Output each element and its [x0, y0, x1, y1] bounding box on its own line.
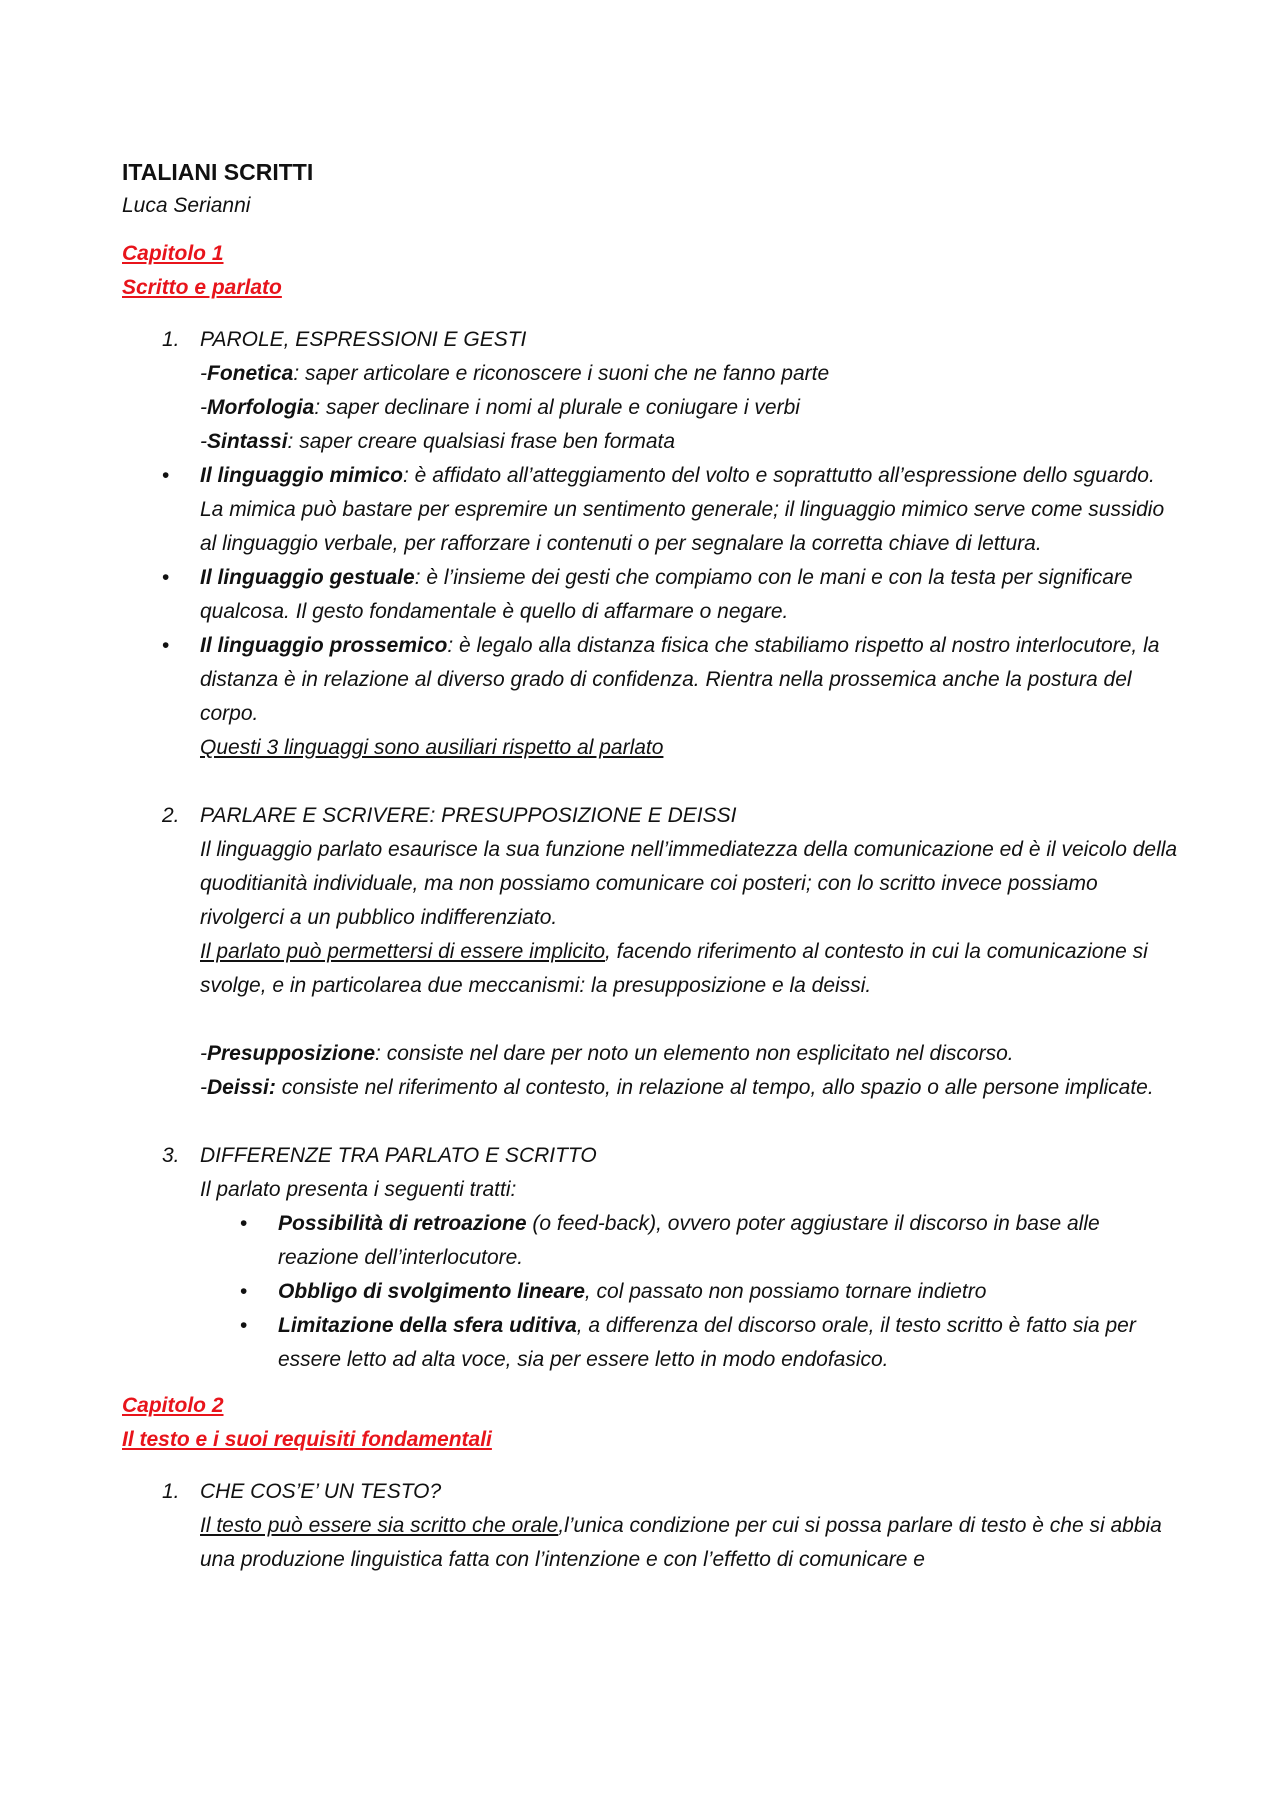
bullet-icon: • [162, 634, 170, 657]
section-2-1 [122, 1475, 1182, 1577]
bullet-icon: • [162, 464, 170, 487]
paragraph: Il parlato può permettersi di essere implicito, facendo riferimento al contesto in cui la comunicazione si svolge, e in particolarea due meccanismi: la presupposizione e la deissi. [200, 940, 1148, 997]
bullet-linguaggio-prossemico: • Il linguaggio prossemico: è legalo alla distanza fisica che stabiliamo rispetto al nostro interlocutore, la distanza è in relazione al diverso grado di confidenza. Rientra nella prossemica anche la postura del corpo. Questi 3 linguaggi sono ausiliari rispetto al parlato [122, 629, 1182, 765]
bullet-icon: • [240, 1280, 248, 1303]
section-1-2 [122, 799, 1182, 1105]
paragraph: Il parlato presenta i seguenti tratti: [200, 1178, 517, 1201]
paragraph: Il testo può essere sia scritto che orale,l’unica condizione per cui si possa parlare di testo è che si abbia una produzione linguistica fatta con l’intenzione e con l’effetto di comunicare e [200, 1514, 1162, 1571]
definition-presupposizione: -Presupposizione: consiste nel dare per noto un elemento non esplicitato nel discorso. [200, 1042, 1014, 1065]
section-1-3 [122, 1139, 1182, 1377]
section-number: 2. [162, 804, 180, 827]
definition-deissi: -Deissi: consiste nel riferimento al contesto, in relazione al tempo, allo spazio o alle persone implicate. [200, 1076, 1154, 1099]
bullet-linguaggio-mimico: • Il linguaggio mimico: è affidato all’atteggiamento del volto e soprattutto all’espressione dello sguardo. La mimica può bastare per espremire un sentimento generale; il linguaggio mimico serve come sussidio al linguaggio verbale, per rafforzare i contenuti o per segnalare la corretta chiave di lettura. [122, 459, 1182, 561]
section-number: 1. [162, 328, 180, 351]
document-title: ITALIANI SCRITTI [122, 159, 314, 185]
section-number: 3. [162, 1144, 180, 1167]
section-heading: PARLARE E SCRIVERE: PRESUPPOSIZIONE E DEISSI [200, 804, 737, 827]
definition-sintassi: -Sintassi: saper creare qualsiasi frase ben formata [200, 430, 676, 453]
section-number: 1. [162, 1480, 180, 1503]
term: Morfologia [207, 396, 315, 419]
section-heading: DIFFERENZE TRA PARLATO E SCRITTO [200, 1144, 597, 1167]
chapter-2-label: Capitolo 2 [122, 1394, 224, 1417]
sub-bullet-sfera-uditiva: • Limitazione della sfera uditiva, a differenza del discorso orale, il testo scritto è fatto sia per essere letto ad alta voce, sia per essere letto in modo endofasico. [200, 1309, 1182, 1377]
paragraph: Il linguaggio parlato esaurisce la sua funzione nell’immediatezza della comunicazione ed è il veicolo della quoditianità individuale, ma non possiamo comunicare coi posteri; con lo scritto invece possiamo rivolgerci a un pubblico indifferenziato. [200, 838, 1178, 929]
chapter-2-subtitle: Il testo e i suoi requisiti fondamentali [122, 1428, 492, 1451]
definition-morfologia: -Morfologia: saper declinare i nomi al plurale e coniugare i verbi [200, 396, 800, 419]
sub-bullet-svolgimento-lineare: • Obbligo di svolgimento lineare, col passato non possiamo tornare indietro [200, 1275, 1182, 1309]
definition-fonetica: -Fonetica: saper articolare e riconoscere i suoni che ne fanno parte [200, 362, 830, 385]
document-body [122, 155, 1182, 1577]
term: Fonetica [207, 362, 294, 385]
chapter-1-subtitle: Scritto e parlato [122, 276, 282, 299]
bullet-icon: • [240, 1314, 248, 1337]
chapter-1-label: Capitolo 1 [122, 242, 224, 265]
section-1-1 [122, 323, 1182, 459]
bullet-icon: • [162, 566, 170, 589]
section-note: Questi 3 linguaggi sono ausiliari rispetto al parlato [200, 736, 664, 759]
bullet-icon: • [240, 1212, 248, 1235]
section-heading: PAROLE, ESPRESSIONI E GESTI [200, 328, 527, 351]
section-heading: CHE COS’E’ UN TESTO? [200, 1480, 442, 1503]
bullet-linguaggio-gestuale: • Il linguaggio gestuale: è l’insieme dei gesti che compiamo con le mani e con la testa per significare qualcosa. Il gesto fondamentale è quello di affarmare o negare. [122, 561, 1182, 629]
document-author: Luca Serianni [122, 194, 251, 217]
sub-bullet-retroazione: • Possibilità di retroazione (o feed-back), ovvero poter aggiustare il discorso in base alle reazione dell’interlocutore. [200, 1207, 1182, 1275]
term: Sintassi [207, 430, 288, 453]
